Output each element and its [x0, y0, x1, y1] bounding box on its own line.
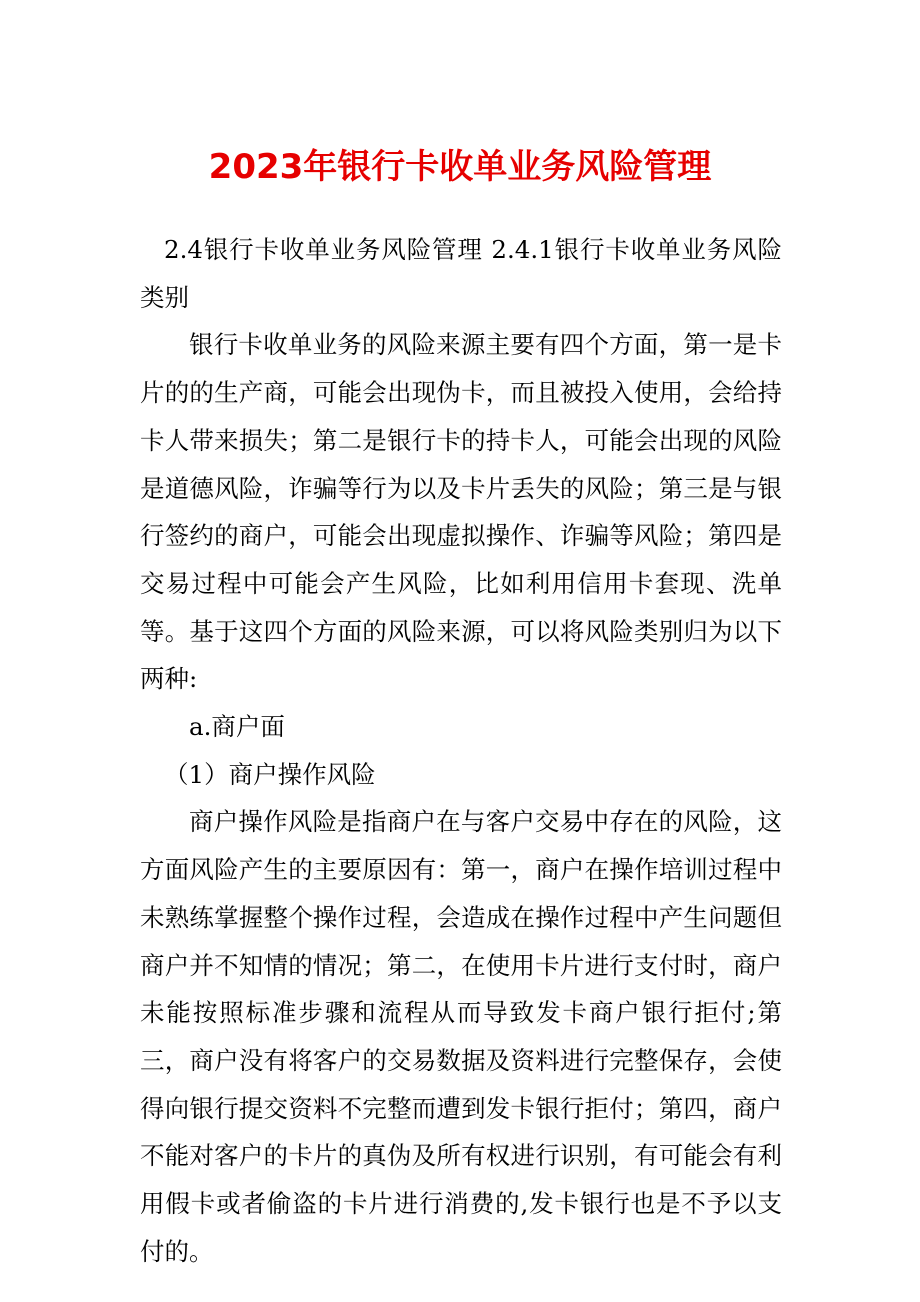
- document-body: [140, 226, 782, 1275]
- merchant-operation-risk-paragraph: 商户操作风险是指商户在与客户交易中存在的风险，这方面风险产生的主要原因有：第一，商户在操作培训过程中未熟练掌握整个操作过程，会造成在操作过程中产生问题但商户并不知情的情况；第二，在使用卡片进行支付时，商户未能按照标准步骤和流程从而导致发卡商户银行拒付;第三，商户没有将客户的交易数据及资料进行完整保存，会使得向银行提交资料不完整而遭到发卡银行拒付；第四，商户不能对客户的卡片的真伪及所有权进行识别，有可能会有利用假卡或者偷盗的卡片进行消费的,发卡银行也是不予以支付的。: [140, 807, 782, 1266]
- risk-sources-paragraph: 银行卡收单业务的风险来源主要有四个方面，第一是卡片的的生产商，可能会出现伪卡，而且被投入使用，会给持卡人带来损失；第二是银行卡的持卡人，可能会出现的风险是道德风险，诈骗等行为以及卡片丢失的风险；第三是与银行签约的商户，可能会出现虚拟操作、诈骗等风险；第四是交易过程中可能会产生风险，比如利用信用卡套现、洗单等。基于这四个方面的风险来源，可以将风险类别归为以下两种:: [140, 330, 782, 694]
- section-heading-paragraph: 2.4银行卡收单业务风险管理 2.4.1银行卡收单业务风险类别: [140, 235, 782, 312]
- document-title: 2023年银行卡收单业务风险管理: [208, 147, 712, 187]
- merchant-operation-risk-heading: （1）商户操作风险: [164, 759, 376, 789]
- merchant-side-heading: a.商户面: [189, 712, 285, 742]
